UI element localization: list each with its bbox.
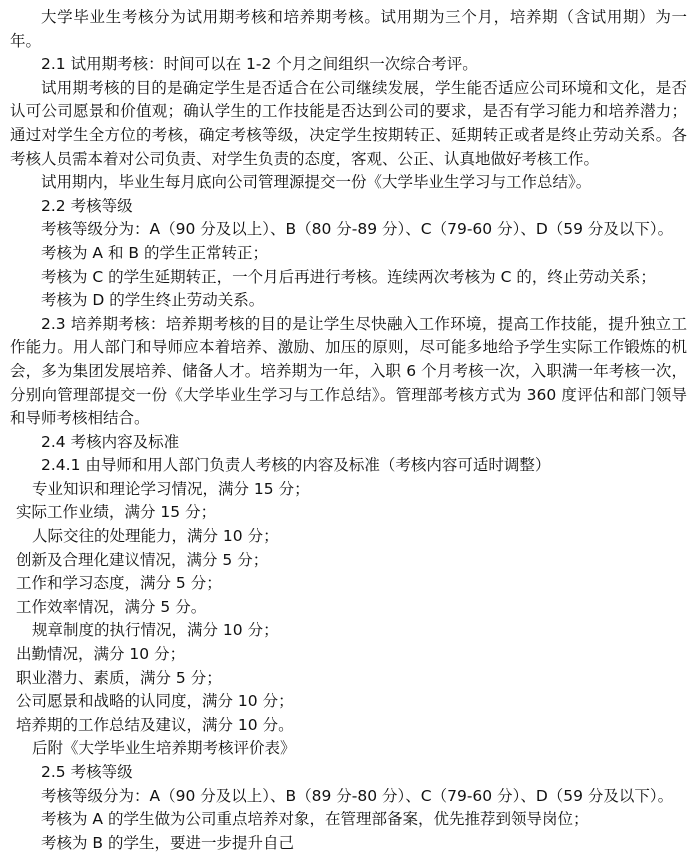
heading-2-4-1: 2.4.1 由导师和用人部门负责人考核的内容及标准（考核内容可适时调整） (41, 456, 551, 475)
paragraph-grade-c: 考核为 C 的学生延期转正，一个月后再进行考核。连续两次考核为 C 的，终止劳动关系； (41, 267, 656, 286)
paragraph-grade-levels: 考核等级分为：A（90 分及以上）、B（80 分-89 分）、C（79-60 分）、D（59 分及以下）。 (41, 220, 674, 239)
criteria-item: 规章制度的执行情况，满分 10 分； (32, 621, 279, 640)
criteria-item: 出勤情况，满分 10 分； (16, 645, 186, 664)
criteria-item: 培养期的工作总结及建议，满分 10 分。 (16, 715, 294, 734)
criteria-item: 工作效率情况，满分 5 分。 (16, 597, 207, 616)
paragraph-grade-a-priority: 考核为 A 的学生做为公司重点培养对象，在管理部备案，优先推荐到领导岗位； (41, 810, 589, 829)
criteria-item: 专业知识和理论学习情况，满分 15 分； (32, 479, 310, 498)
heading-2-2: 2.2 考核等级 (41, 196, 133, 215)
heading-2-4: 2.4 考核内容及标准 (41, 432, 180, 451)
paragraph-monthly-summary: 试用期内，毕业生每月底向公司管理源提交一份《大学毕业生学习与工作总结》。 (41, 173, 592, 192)
criteria-item: 工作和学习态度，满分 5 分； (16, 574, 222, 593)
criteria-item: 创新及合理化建议情况，满分 5 分； (16, 550, 269, 569)
paragraph-grade-d: 考核为 D 的学生终止劳动关系。 (41, 291, 265, 310)
criteria-item: 实际工作业绩，满分 15 分； (16, 503, 217, 522)
paragraph-training-period: 2.3 培养期考核：培养期考核的目的是让学生尽快融入工作环境，提高工作技能，提升独立工作能力。用人部门和导师应本着培养、激励、加压的原则，尽可能多地给予学生实际工作锻炼的机会，多为集团发展培养、储备人才。培养期为一年，入职 6 个月考核一次，入职满一年考核一次，分别向管理部提交一份《大学毕业生学习与工作总结》。管理部考核方式为 360 度评估和部门领导和导师考核相结合。 (10, 314, 687, 428)
heading-2-5: 2.5 考核等级 (41, 763, 133, 781)
paragraph-intro: 大学毕业生考核分为试用期考核和培养期考核。试用期为三个月，培养期（含试用期）为一年。 (10, 8, 687, 50)
paragraph-grade-b-partial: 考核为 B 的学生，要进一步提升自己 (41, 833, 294, 852)
heading-2-1: 2.1 试用期考核：时间可以在 1-2 个月之间组织一次综合考评。 (41, 55, 478, 74)
paragraph-grade-ab: 考核为 A 和 B 的学生正常转正； (41, 243, 268, 262)
criteria-item: 人际交往的处理能力，满分 10 分； (32, 527, 279, 546)
criteria-item: 职业潜力、素质，满分 5 分； (16, 668, 222, 687)
criteria-item: 公司愿景和战略的认同度，满分 10 分； (16, 692, 294, 711)
paragraph-grade-levels-2: 考核等级分为：A（90 分及以上）、B（89 分-80 分）、C（79-60 分）、D（59 分及以下）。 (41, 786, 674, 805)
appendix-note: 后附《大学毕业生培养期考核评价表》 (32, 739, 296, 758)
paragraph-trial-purpose: 试用期考核的目的是确定学生是否适合在公司继续发展，学生能否适应公司环境和文化，是否认可公司愿景和价值观；确认学生的工作技能是否达到公司的要求，是否有学习能力和培养潜力；通过对学生全方位的考核，确定考核等级，决定学生按期转正、延期转正或者是终止劳动关系。各考核人员需本着对公司负责、对学生负责的态度，客观、公正、认真地做好考核工作。 (10, 78, 687, 168)
